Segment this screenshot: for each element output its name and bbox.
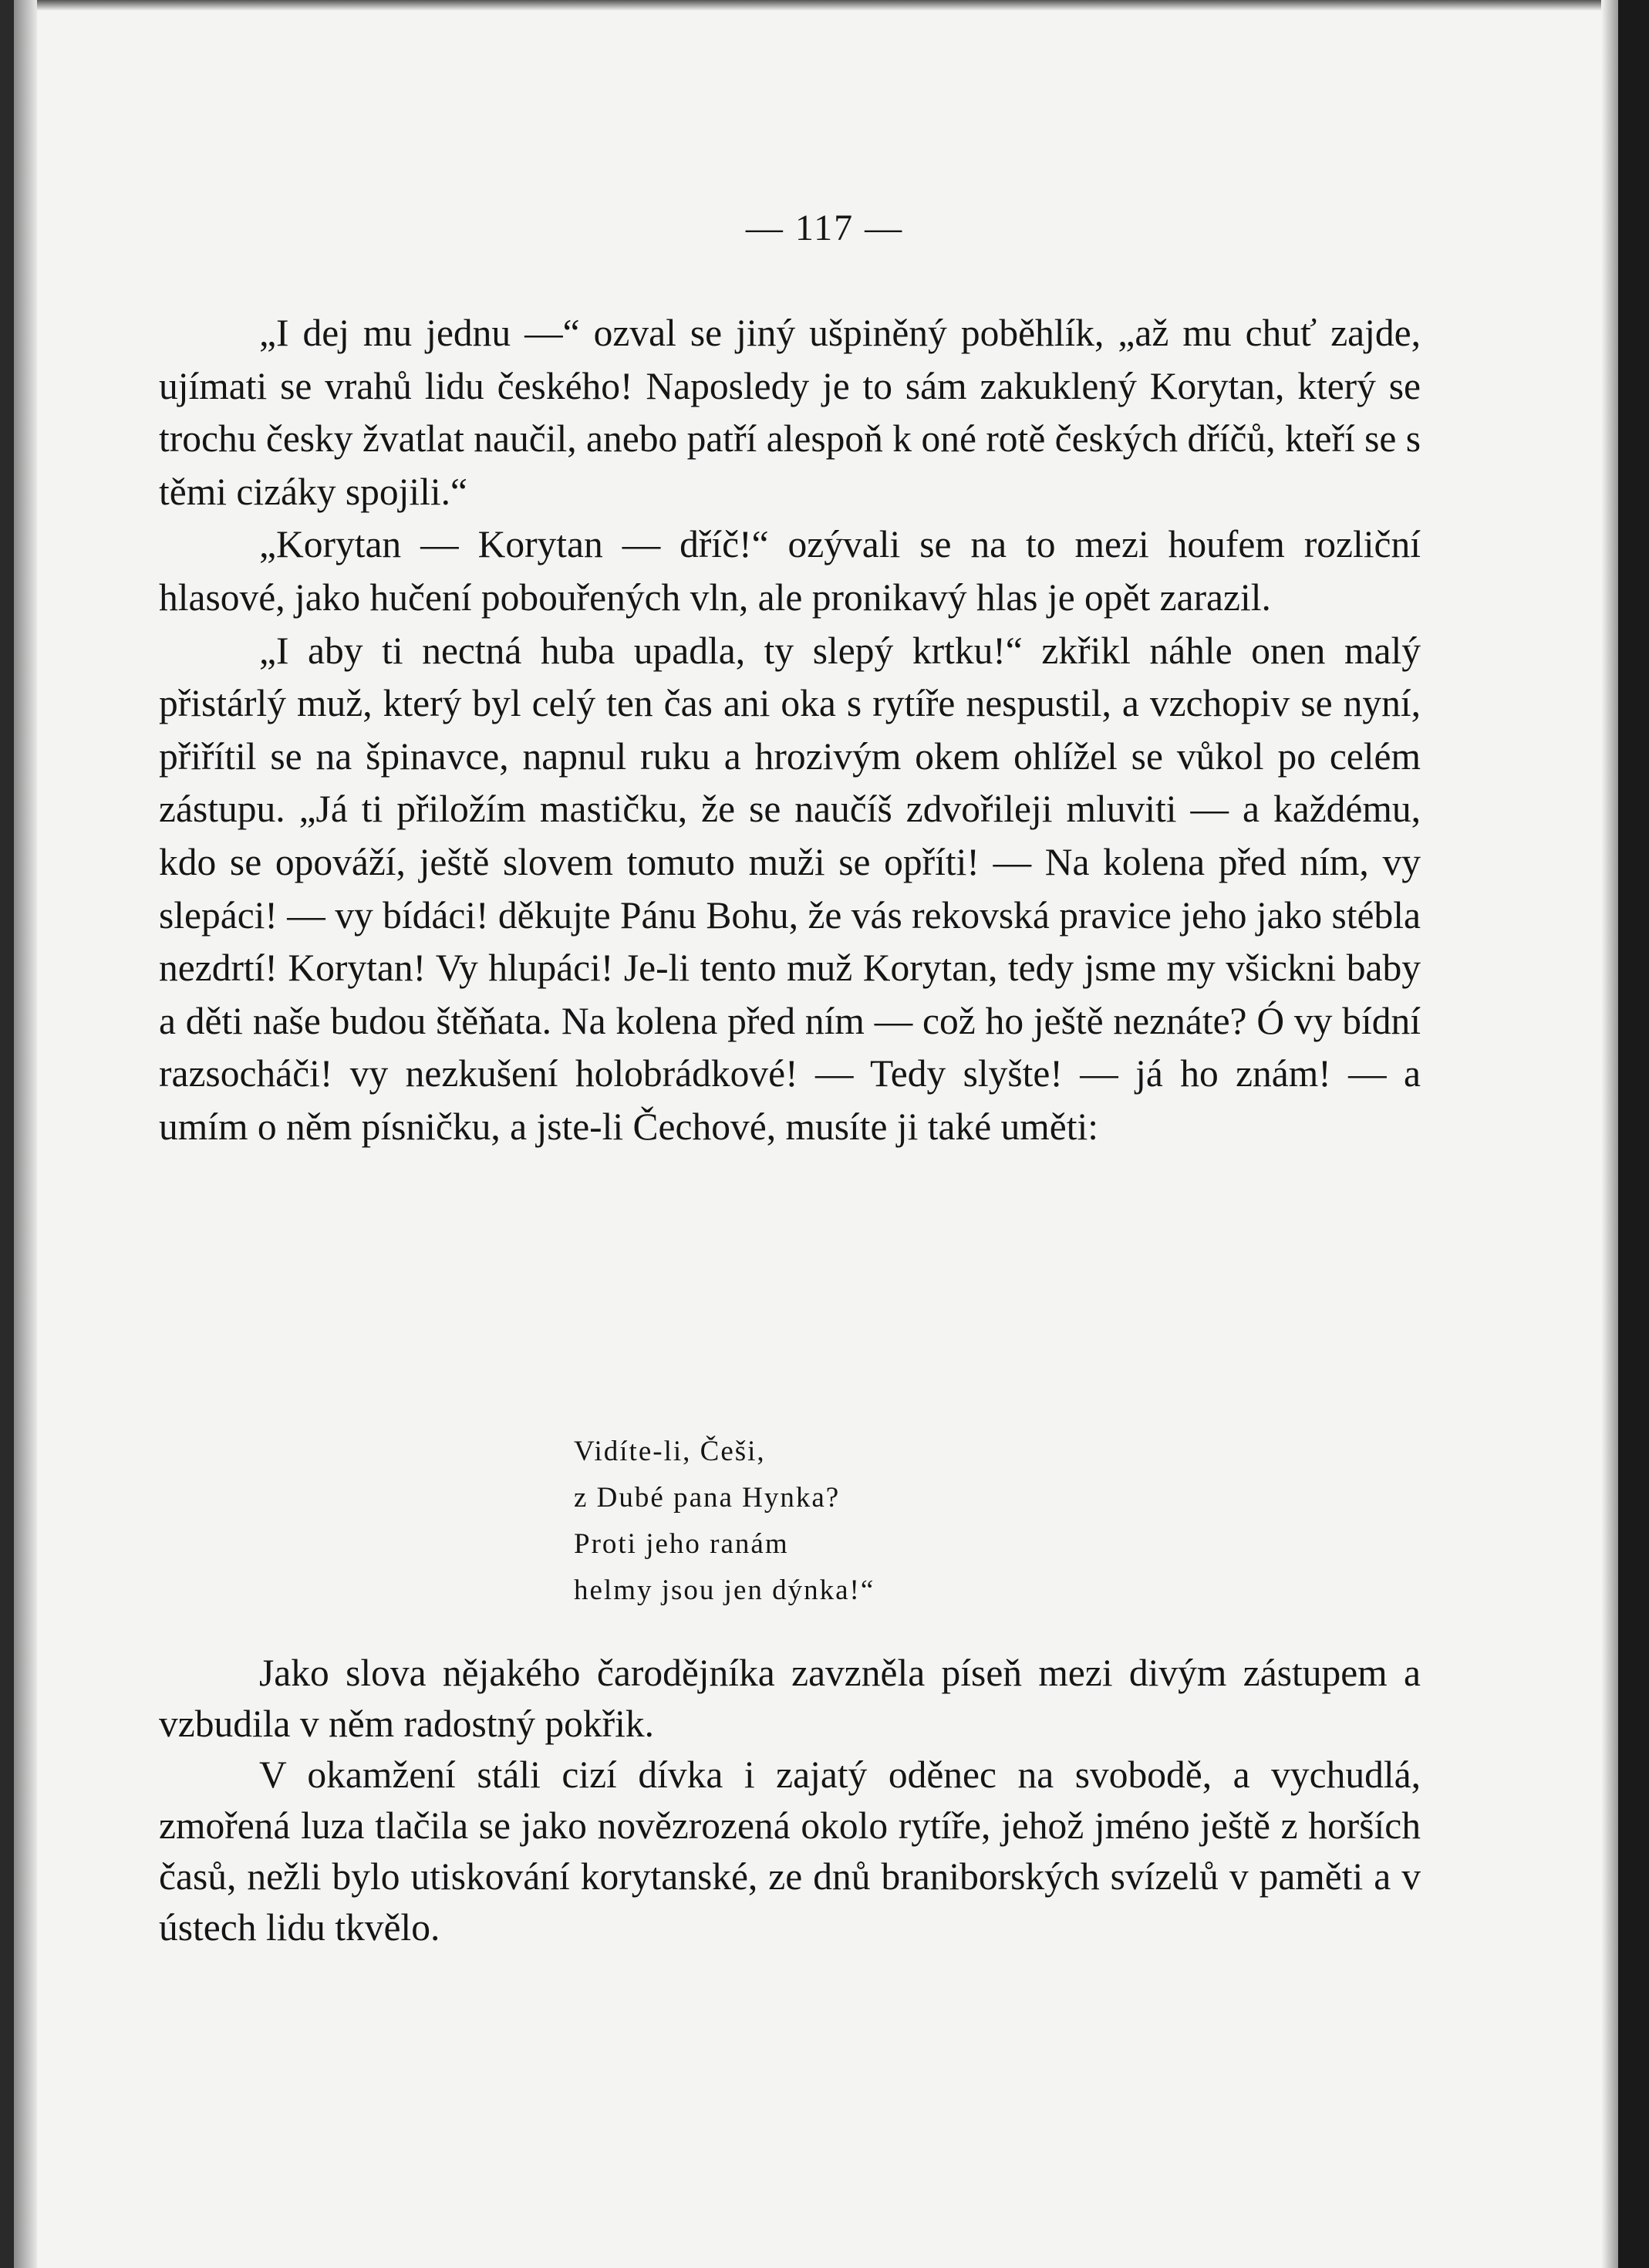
paragraph: V okamžení stáli cizí dívka i zajatý oděnec na svobodě, a vychudlá, zmořená luza tlačila se jako novězrozená okolo rytíře, jehož jméno ještě z horších časů, nežli bylo utiskování korytanské, ze dnů braniborských svízelů v paměti a v ústech lidu tkvělo. <box>159 1753 1421 1949</box>
paragraph: „I dej mu jednu —“ ozval se jiný ušpiněný poběhlík, „až mu chuť zajde, ujímati se vrahů lidu českého! Naposledy je to sám zakuklený Korytan, který se trochu česky žvatlat naučil, anebo patří alespoň k oné rotě českých dříčů, kteří se s těmi cizáky spojili.“ <box>159 312 1421 513</box>
page-number: — 117 — <box>745 208 904 248</box>
body-text-after-poem <box>159 1648 1421 1953</box>
scan-shadow-left <box>14 0 37 2268</box>
body-text <box>159 307 1421 1154</box>
poem-line: Proti jeho ranám <box>574 1528 789 1560</box>
paragraph: „Korytan — Korytan — dříč!“ ozývali se na to mezi houfem rozliční hlasové, jako hučení pobouřených vln, ale pronikavý hlas je opět zarazil. <box>159 523 1421 619</box>
paragraph: Jako slova nějakého čarodějníka zavzněla píseň mezi divým zástupem a vzbudila v něm radostný pokřik. <box>159 1652 1421 1745</box>
poem-line: z Dubé pana Hynka? <box>574 1482 841 1514</box>
scan-edge-left <box>0 0 14 2268</box>
poem <box>574 1429 875 1614</box>
scan-edge-right <box>1618 0 1649 2268</box>
poem-line: helmy jsou jen dýnka!“ <box>574 1574 875 1606</box>
paragraph: „I aby ti nectná huba upadla, ty slepý krtku!“ zkřikl náhle onen malý přistárlý muž, který byl celý ten čas ani oka s rytíře nespustil, a vzchopiv se nyní, přiřítil se na špinavce, napnul ruku a hrozivým okem ohlížel se vůkol po celém zástupu. „Já ti přiložím mastičku, že se naučíš zdvořileji mluviti — a každému, kdo se opováží, ještě slovem tomuto muži se opříti! — Na kolena před ním, vy slepáci! — vy bídáci! děkujte Pánu Bohu, že vás rekovská pravice jeho jako stébla nezdrtí! Korytan! Vy hlupáci! Je-li tento muž Korytan, tedy jsme my všickni baby a děti naše budou štěňata. Na kolena před ním — což ho ještě neznáte? Ó vy bídní razsocháči! vy nezkušení holobrádkové! — Tedy slyšte! — já ho znám! — a umím o něm písničku, a jste-li Čechové, musíte ji také uměti: <box>159 629 1421 1148</box>
scan-shadow-right <box>1601 0 1618 2268</box>
poem-line: Vidíte-li, Češi, <box>574 1436 766 1467</box>
scan-edge-top <box>0 0 1649 11</box>
